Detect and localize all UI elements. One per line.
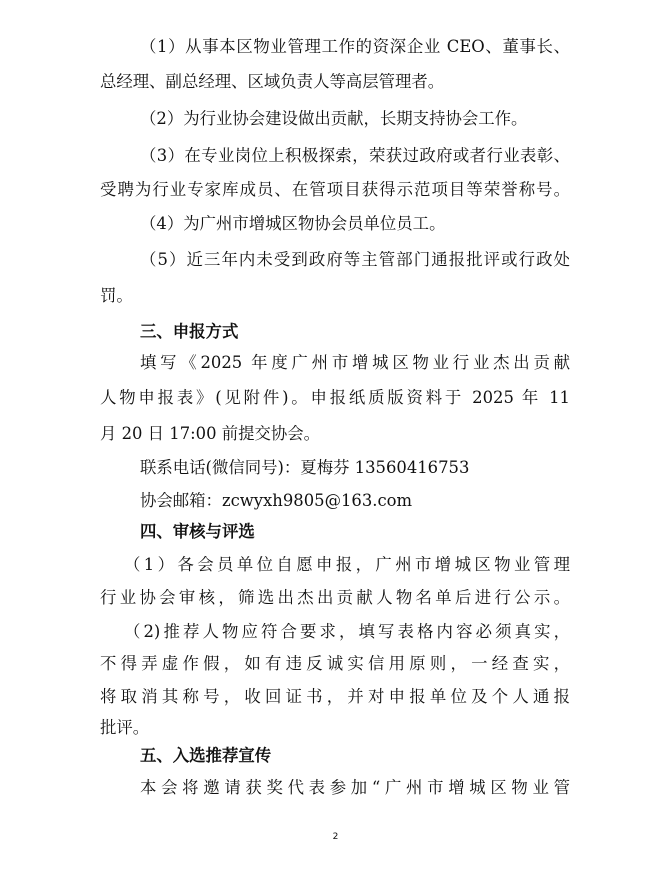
requirement-5-line-2: 罚。 <box>100 286 133 305</box>
section-4-item-1-line-1: （1）各会员单位自愿申报，广州市增城区物业管理 <box>124 555 570 574</box>
section-4-heading: 四、审核与评选 <box>140 522 255 541</box>
section-4-item-1-line-2: 行业协会审核，筛选出杰出贡献人物名单后进行公示。 <box>100 588 570 607</box>
section-4-item-2-line-2: 不得弄虚作假，如有违反诚实信用原则，一经查实， <box>100 654 570 673</box>
requirement-5-line-1: （5）近三年内未受到政府等主管部门通报批评或行政处 <box>140 250 570 269</box>
requirement-3-line-1: （3）在专业岗位上积极探索，荣获过政府或者行业表彰、 <box>140 146 570 165</box>
requirement-1-line-2: 总经理、副总经理、区域负责人等高层管理者。 <box>100 72 445 91</box>
section-4-item-2-line-4: 批评。 <box>100 718 150 737</box>
section-4-item-2-line-3: 将取消其称号，收回证书，并对申报单位及个人通报 <box>100 687 570 706</box>
section-3-line-1: 填写《2025 年度广州市增城区物业行业杰出贡献 <box>140 353 570 372</box>
section-3-line-2: 人物申报表》(见附件)。申报纸质版资料于 2025 年 11 <box>100 388 570 407</box>
section-3-line-3: 月 20 日 17:00 前提交协会。 <box>100 424 321 443</box>
requirement-1-line-1: （1）从事本区物业管理工作的资深企业 CEO、董事长、 <box>140 37 570 56</box>
contact-phone: 联系电话(微信同号)：夏梅芬 13560416753 <box>140 458 470 477</box>
requirement-4: （4）为广州市增城区物协会员单位员工。 <box>140 214 446 233</box>
section-3-heading: 三、申报方式 <box>140 322 239 341</box>
section-5-heading: 五、入选推荐宣传 <box>140 746 272 765</box>
section-5-line-1: 本会将邀请获奖代表参加“广州市增城区物业管 <box>140 778 570 797</box>
page-number: 2 <box>332 832 339 842</box>
requirement-3-line-2: 受聘为行业专家库成员、在管项目获得示范项目等荣誉称号。 <box>100 180 570 199</box>
section-4-item-2-line-1: （2)推荐人物应符合要求，填写表格内容必须真实， <box>124 622 570 641</box>
contact-email: 协会邮箱：zcwyxh9805@163.com <box>140 491 413 510</box>
requirement-2: （2）为行业协会建设做出贡献，长期支持协会工作。 <box>140 109 528 128</box>
